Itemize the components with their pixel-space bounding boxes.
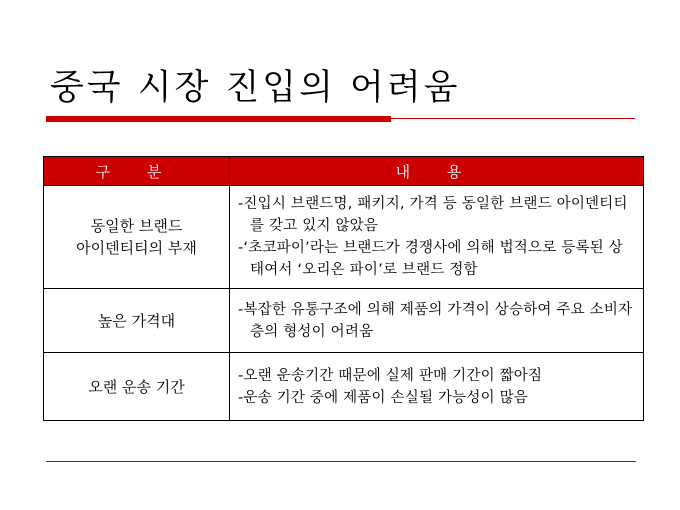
row-content [230,289,644,353]
content-item: -‘초코파이’라는 브랜드가 경쟁사에 의해 법적으로 등록된 상태여서 ‘오리온 파이’로 브랜드 정함 [238,240,623,278]
content-item: -복잡한 유통구조에 의해 제품의 가격이 상승하여 주요 소비자층의 형성이 어려움 [238,301,633,340]
category-line: 아이덴티티의 부재 [76,239,197,257]
slide-title: 중국 시장 진입의 어려움 [50,68,461,108]
category-line: 높은 가격대 [97,311,176,330]
category-line: 동일한 브랜드 [90,217,183,235]
title-underline-thick [46,116,391,122]
row-category [44,289,230,353]
table-header-row [44,157,644,186]
row-content [230,353,644,421]
table-row [44,186,644,289]
row-category [44,353,230,421]
content-item: -운송 기간 중에 제품이 손실될 가능성이 많음 [238,389,529,406]
content-item: -오랜 운송기간 때문에 실제 판매 기간이 짧아짐 [238,367,543,384]
header-content: 내 용 [230,157,644,186]
difficulties-table [43,156,644,421]
footer-rule [46,461,636,462]
row-content [230,186,644,289]
row-category [44,186,230,289]
category-line: 오랜 운송 기간 [88,377,185,396]
table-row [44,353,644,421]
table-row [44,289,644,353]
header-category: 구 분 [44,157,230,186]
title-underline-thin [391,118,635,119]
content-item: -진입시 브랜드명, 패키지, 가격 등 동일한 브랜드 아이덴티티를 갖고 있지 않았음 [238,196,628,234]
